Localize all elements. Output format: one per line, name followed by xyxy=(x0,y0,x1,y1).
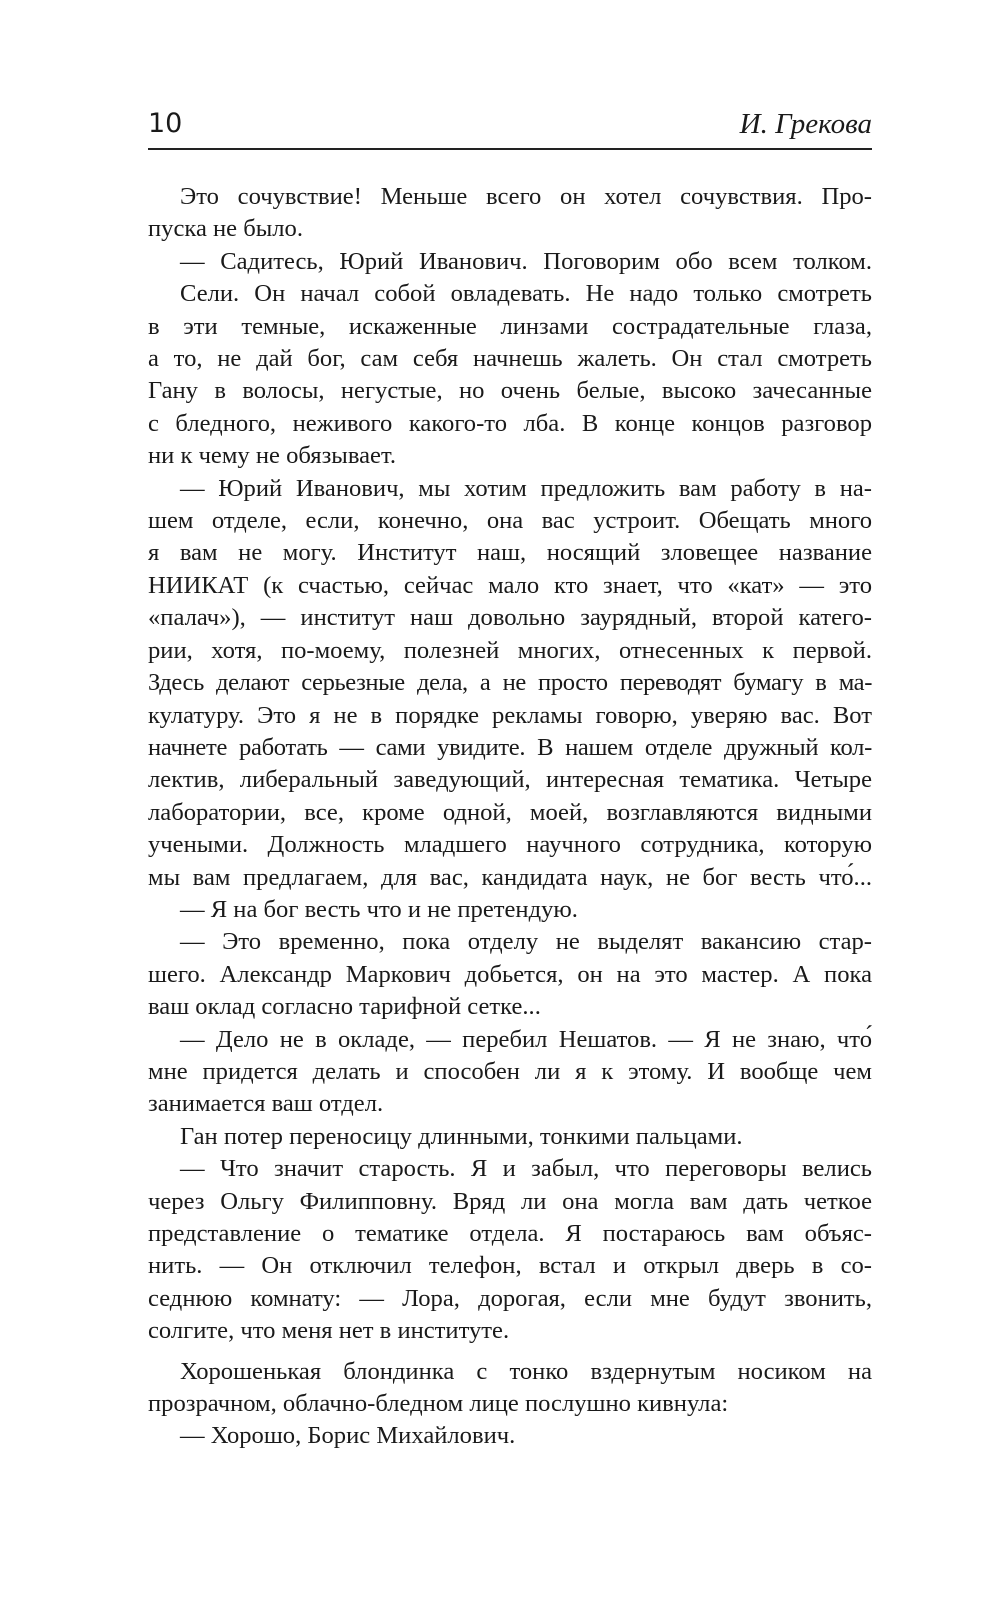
text-line: «палач»), — институт наш довольно заурядный, второй катего- xyxy=(148,604,872,632)
text-line: солгите, что меня нет в институте. xyxy=(148,1317,510,1345)
text-line: прозрачном, облачно-бледном лице послушно кивнула: xyxy=(148,1390,729,1418)
text-line: ни к чему не обязывает. xyxy=(148,442,397,470)
paragraph xyxy=(148,1153,872,1347)
text-line: Ган потер переносицу длинными, тонкими пальцами. xyxy=(180,1122,743,1150)
page-number: 10 xyxy=(148,108,183,139)
text-line: с бледного, неживого какого-то лба. В конце концов разговор xyxy=(148,409,872,437)
text-line: занимается ваш отдел. xyxy=(148,1090,384,1118)
text-line: через Ольгу Филипповну. Вряд ли она могла вам дать четкое xyxy=(148,1187,872,1215)
text-line: — Я на бог весть что и не претендую. xyxy=(180,895,578,923)
text-line: шем отделе, если, конечно, она вас устроит. Обещать много xyxy=(148,507,872,535)
text-line: — Садитесь, Юрий Иванович. Поговорим обо всем толком. xyxy=(180,247,872,275)
text-line: Гану в волосы, негустые, но очень белые, высоко зачесанные xyxy=(148,377,872,405)
text-line: мне придется делать и способен ли я к этому. И вообще чем xyxy=(148,1057,872,1085)
text-line: — Дело не в окладе, — перебил Нешатов. — Я не знаю, что́ xyxy=(180,1025,872,1053)
text-line: лаборатории, все, кроме одной, моей, возглавляются видными xyxy=(148,798,872,826)
paragraph xyxy=(148,278,872,472)
text-line: в эти темные, искаженные линзами сострадательные глаза, xyxy=(148,312,872,340)
text-line: Это сочувствие! Меньше всего он хотел сочувствия. Про- xyxy=(180,183,872,210)
text-line: пуска не было. xyxy=(148,215,303,243)
text-line: Здесь делают серьезные дела, а не просто переводят бумагу в ма- xyxy=(148,669,872,697)
text-line: начнете работать — сами увидите. В нашем отделе дружный кол- xyxy=(148,733,872,761)
text-line: — Хорошо, Борис Михайлович. xyxy=(180,1422,516,1450)
paragraph xyxy=(148,1121,872,1153)
text-line: — Что значит старость. Я и забыл, что переговоры велись xyxy=(180,1155,872,1183)
paragraph xyxy=(148,894,872,926)
text-line: учеными. Должность младшего научного сотрудника, которую xyxy=(148,831,872,859)
paragraph xyxy=(148,1356,872,1421)
paragraph xyxy=(148,1024,872,1121)
text-line: я вам не могу. Институт наш, носящий зловещее название xyxy=(148,539,872,567)
text-line: шего. Александр Маркович добьется, он на это мастер. А пока xyxy=(148,960,872,988)
text-line: — Это временно, пока отделу не выделят вакансию стар- xyxy=(180,928,872,956)
text-line: лектив, либеральный заведующий, интересная тематика. Четыре xyxy=(148,766,872,794)
text-line: НИИКАТ (к счастью, сейчас мало кто знает, что «кат» — это xyxy=(148,571,872,599)
text-line: Хорошенькая блондинка с тонко вздернутым носиком на xyxy=(180,1357,872,1385)
paragraph xyxy=(148,1420,872,1452)
text-line: представление о тематике отдела. Я постараюсь вам объяс- xyxy=(148,1220,872,1247)
text-line: мы вам предлагаем, для вас, кандидата наук, не бог весть что́... xyxy=(148,863,872,891)
text-line: кулатуру. Это я не в порядке рекламы говорю, уверяю вас. Вот xyxy=(148,701,872,729)
author-name: И. Грекова xyxy=(739,108,872,140)
text-line: а то, не дай бог, сам себя начнешь жалеть. Он стал смотреть xyxy=(148,345,872,373)
running-header xyxy=(148,104,872,150)
text-line: седнюю комнату: — Лора, дорогая, если мне будут звонить, xyxy=(148,1284,872,1312)
body-text xyxy=(148,181,872,1453)
paragraph xyxy=(148,246,872,278)
paragraph xyxy=(148,473,872,894)
text-line: Сели. Он начал собой овладевать. Не надо только смотреть xyxy=(180,280,872,308)
text-line: рии, хотя, по-моему, полезней многих, отнесенных к первой. xyxy=(148,636,872,664)
text-line: — Юрий Иванович, мы хотим предложить вам работу в на- xyxy=(180,474,872,502)
text-line: нить. — Он отключил телефон, встал и открыл дверь в со- xyxy=(148,1252,872,1280)
text-line: ваш оклад согласно тарифной сетке... xyxy=(148,993,541,1021)
paragraph xyxy=(148,181,872,246)
paragraph xyxy=(148,926,872,1023)
